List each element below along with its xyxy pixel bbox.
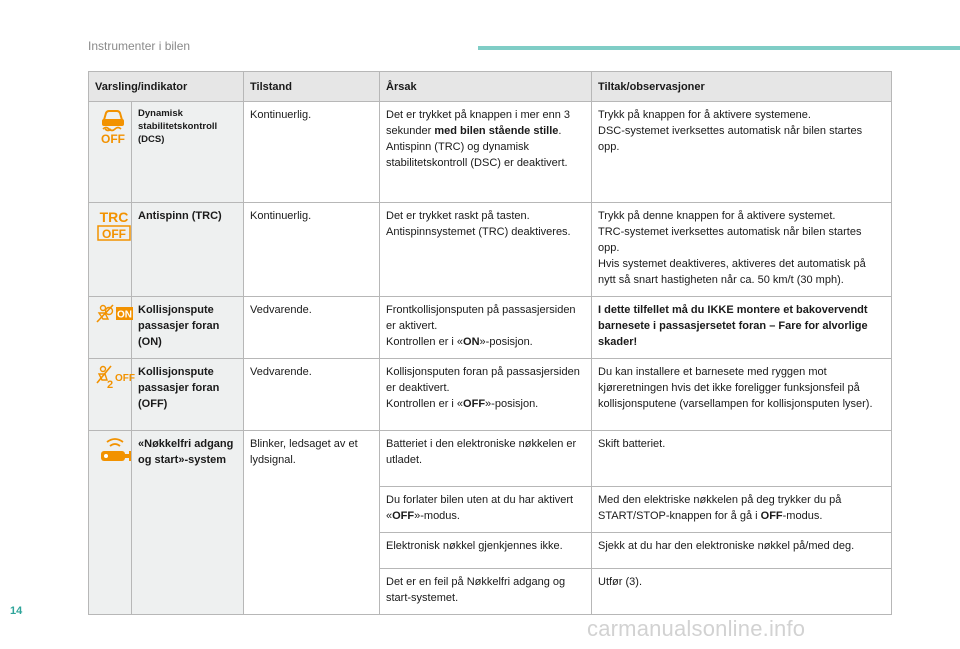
- column-header-cause: Årsak: [380, 72, 592, 102]
- indicator-icon-cell: [89, 102, 132, 203]
- indicator-action: Trykk på denne knappen for å aktivere systemet. TRC-systemet iverksettes automatisk når bilen startes opp. Hvis systemet deaktiveres, aktiveres det automatisk på nytt så snart hastigheten når ca. 50 km/t (30 mph).: [592, 203, 892, 297]
- dsc-off-icon: [95, 107, 131, 145]
- airbag-on-icon: [95, 302, 135, 326]
- table-row: [89, 102, 892, 203]
- indicator-cause: Kollisjonsputen foran på passasjersiden er deaktivert. Kontrollen er i «OFF»-posisjon.: [380, 359, 592, 431]
- table-row: [89, 297, 892, 359]
- table-header-row: [89, 72, 892, 102]
- indicator-table: [88, 71, 892, 615]
- indicator-action: Utfør (3).: [592, 569, 892, 615]
- table-row: [89, 431, 892, 487]
- indicator-cause: Elektronisk nøkkel gjenkjennes ikke.: [380, 533, 592, 569]
- svg-text:ON: ON: [117, 309, 132, 321]
- indicator-cause: Du forlater bilen uten at du har aktivert «OFF»-modus.: [380, 487, 592, 533]
- indicator-name: Kollisjonspute passasjer foran (ON): [132, 297, 244, 359]
- column-header-indicator: Varsling/indikator: [89, 72, 244, 102]
- indicator-state: Kontinuerlig.: [244, 102, 380, 203]
- svg-text:OFF: OFF: [102, 227, 126, 241]
- indicator-cause: Frontkollisjonsputen på passasjersiden er aktivert. Kontrollen er i «ON»-posisjon.: [380, 297, 592, 359]
- indicator-name: «Nøkkelfri adgang og start»-system: [132, 431, 244, 615]
- indicator-action: Med den elektriske nøkkelen på deg trykker du på START/STOP-knappen for å gå i OFF-modus.: [592, 487, 892, 533]
- svg-text:TRC: TRC: [99, 209, 129, 225]
- trc-off-icon: [95, 208, 133, 242]
- indicator-icon-cell: [89, 359, 135, 431]
- svg-text:OFF: OFF: [115, 373, 135, 384]
- indicator-action: Sjekk at du har den elektroniske nøkkel på/med deg.: [592, 533, 892, 569]
- svg-text:2: 2: [106, 379, 114, 390]
- indicator-cause: Det er trykket raskt på tasten. Antispinnsystemet (TRC) deaktiveres.: [380, 203, 592, 297]
- header-accent-bar: [478, 46, 960, 50]
- indicator-icon-cell: [89, 431, 132, 615]
- indicator-action: Du kan installere et barnesete med ryggen mot kjøreretningen hvis det ikke foreligger funksjonsfeil på kollisjonsputene (varsellampen for kollisjonsputen lyser).: [592, 359, 892, 431]
- svg-text:OFF: OFF: [101, 132, 125, 145]
- indicator-icon-cell: [89, 203, 132, 297]
- indicator-name: Kollisjonspute passasjer foran (OFF): [132, 359, 244, 431]
- page-number: 14: [10, 605, 23, 617]
- watermark: carmanualsonline.info: [587, 616, 806, 641]
- indicator-name: Dynamisk stabilitetskontroll (DCS): [132, 102, 244, 203]
- indicator-cause: Det er en feil på Nøkkelfri adgang og start-systemet.: [380, 569, 592, 615]
- indicator-state: Blinker, ledsaget av et lydsignal.: [244, 431, 380, 615]
- column-header-action: Tiltak/observasjoner: [592, 72, 892, 102]
- table-row: [89, 359, 892, 431]
- indicator-icon-cell: [89, 297, 132, 359]
- indicator-action: I dette tilfellet må du IKKE montere et bakovervendt barnesete i passasjersetet foran – Fare for alvorlige skader!: [592, 297, 892, 359]
- table-row: [89, 203, 892, 297]
- indicator-state: Vedvarende.: [244, 359, 380, 431]
- indicator-state: Vedvarende.: [244, 297, 380, 359]
- keyless-icon: [95, 436, 135, 466]
- indicator-cause: Det er trykket på knappen i mer enn 3 sekunder med bilen stående stille. Antispinn (TRC) og dynamisk stabilitetskontroll (DSC) er deaktivert.: [380, 102, 592, 203]
- column-header-state: Tilstand: [244, 72, 380, 102]
- page-header-title: Instrumenter i bilen: [88, 39, 191, 53]
- indicator-action: Skift batteriet.: [592, 431, 892, 487]
- indicator-state: Kontinuerlig.: [244, 203, 380, 297]
- airbag-off-icon: [95, 364, 135, 390]
- indicator-action: Trykk på knappen for å aktivere systemene. DSC-systemet iverksettes automatisk når bilen startes opp.: [592, 102, 892, 203]
- indicator-cause: Batteriet i den elektroniske nøkkelen er utladet.: [380, 431, 592, 487]
- indicator-name: Antispinn (TRC): [132, 203, 244, 297]
